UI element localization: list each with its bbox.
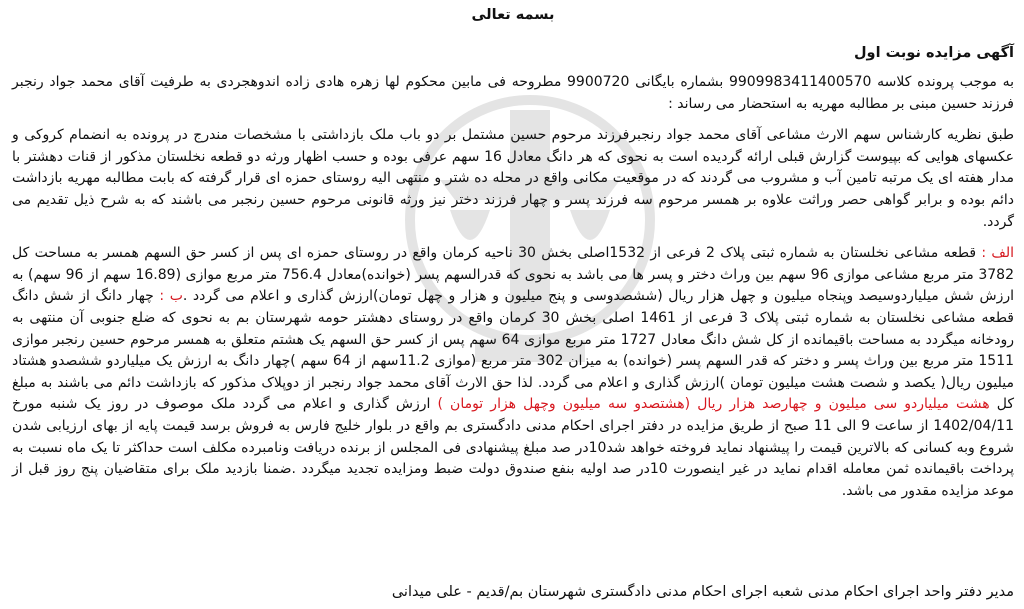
item-a-text: قطعه مشاعی نخلستان به شماره ثبتی پلاک 2 فرعی از 1532اصلی بخش 30 ناحیه کرمان واقع در روستای حمزه ای پس از کسر حق السهم همسر به مساحت کل 3782 متر مربع مشاعی موازی 96 سهم بین وراث دختر و پسر ها می باشد به نحوی که قدرالسهم پسر (خوانده)معادل 756.4 متر مربع موازی (16.89 سهم از 96 سهم) به ارزش شش میلیاردوسیصد وپنجاه میلیون و چهل هزار ریال (ششصدوسی و پنج میلیون و هزار و چهل تومان)ارزش گذاری و اعلام می گردد .	[12, 245, 1014, 305]
total-value: هشت میلیاردو سی میلیون و چهارصد هزار ریال (هشتصدو سه میلیون وچهل هزار تومان )	[437, 396, 990, 413]
item-a-label: الف :	[981, 245, 1014, 262]
doc-heading: بسمه تعالی	[471, 7, 555, 23]
doc-subtitle: آگهی مزایده نوبت اول	[853, 45, 1014, 61]
expert-paragraph: طبق نظریه کارشناس سهم الارث مشاعی آقای محمد جواد رنجبرفرزند مرحوم حسین مشتمل بر دو باب ملک بازداشتی با مشخصات مندرج در پرونده به انضمام کروکی و عکسهای هوایی که بپیوست گزارش قبلی ارائه گردیده است به نحوی که هر دانگ معادل 16 سهم عرفی بوده و حسب اظهار ورثه دو قطعه نخلستان مذکور از قنات دهشتر با مدار هفته ای یک مرتبه تامین آب و مشروب می گردند که در موقعیت مکانی واقع در محله ده شتر و منتهی الیه روستای حمزه ای قرار گرفته که بابت مطالبه مهریه بازداشت دائم بوده و برابر گواهی حصر وراثت علاوه بر همسر مرحوم سه فرزند پسر و چهار فرزند دختر نیز ورثه قانونی مرحوم حسین رنجبر می باشند که به شرح ذیل تقدیم می گردد.	[12, 127, 1014, 230]
signature-footer: مدیر دفتر واحد اجرای احکام مدنی شعبه اجرای احکام مدنی دادگستری شهرستان بم/قدیم - علی میدانی	[391, 584, 1014, 600]
item-b-label: ب :	[159, 288, 183, 305]
intro-paragraph: به موجب پرونده کلاسه 9909983411400570 بشماره بایگانی 9900720 مطروحه فی مابین محکوم لها زهره هادی زاده اندوهجردی به طرفیت آقای محمد جواد رنجبر فرزند حسین مبنی بر مطالبه مهریه به استحضار می رساند :	[12, 74, 1014, 112]
item-b-tail: ارزش گذاری و اعلام می گردد ملک موصوف در روز یک شنبه مورخ 1402/04/11 از ساعت 9 الی 11 صبح از طریق مزایده در دفتر اجرای احکام مدنی دادگستری بم واقع در بلوار خلیج فارس به فروش برسد قیمت پایه از بهای ارزیابی شدن شروع وبه کسانی که بالاترین قیمت را پیشنهاد نماید فروخته خواهد شد10در صد مبلغ پیشنهادی فی المجلس از برنده دریافت ونامبرده مکلف است حداکثر تا یک ماه نسبت به پرداخت باقیمانده ثمن معامله اقدام نماید در غیر اینصورت 10در صد اولیه بنفع صندوق دولت ضبط ومزایده تجدید میگردد .ضمنا بازدید ملک برای متقاضیان پنج روز قبل از موعد مزایده مقدور می باشد.	[12, 396, 1015, 499]
item-b-text: چهار دانگ از شش دانگ قطعه مشاعی نخلستان به شماره ثبتی پلاک 3 فرعی از 1461 اصلی بخش 30 کرمان واقع در روستای دهشتر حومه شهرستان بم به نحوی که ضلع جنوبی آن منتهی به رودخانه میگردد به مساحت باقیمانده از کل شش دانگ معادل 1727 متر مربع موازی 64 سهم پس از کسر حق السهم یک هشتم متعلق به همسر مرحوم حسین رنجبر موازی 1511 متر مربع بین وراث پسر و دختر که قدر السهم پسر (خوانده) به میزان 302 متر مربع (موازی 11.2سهم از 64 سهم )چهار دانگ به ارزش یک میلیاردو ششصدو هشتاد میلیون ریال( یکصد و شصت هشت میلیون تومان )ارزش گذاری و اعلام می گردد. لذا حق الارث آقای محمد جواد رنجبر از دوپلاک مذکور که بازداشت دائم می باشند به مبلغ کل	[12, 288, 1015, 413]
items-paragraph	[12, 243, 1014, 502]
notice-content	[12, 6, 1014, 502]
